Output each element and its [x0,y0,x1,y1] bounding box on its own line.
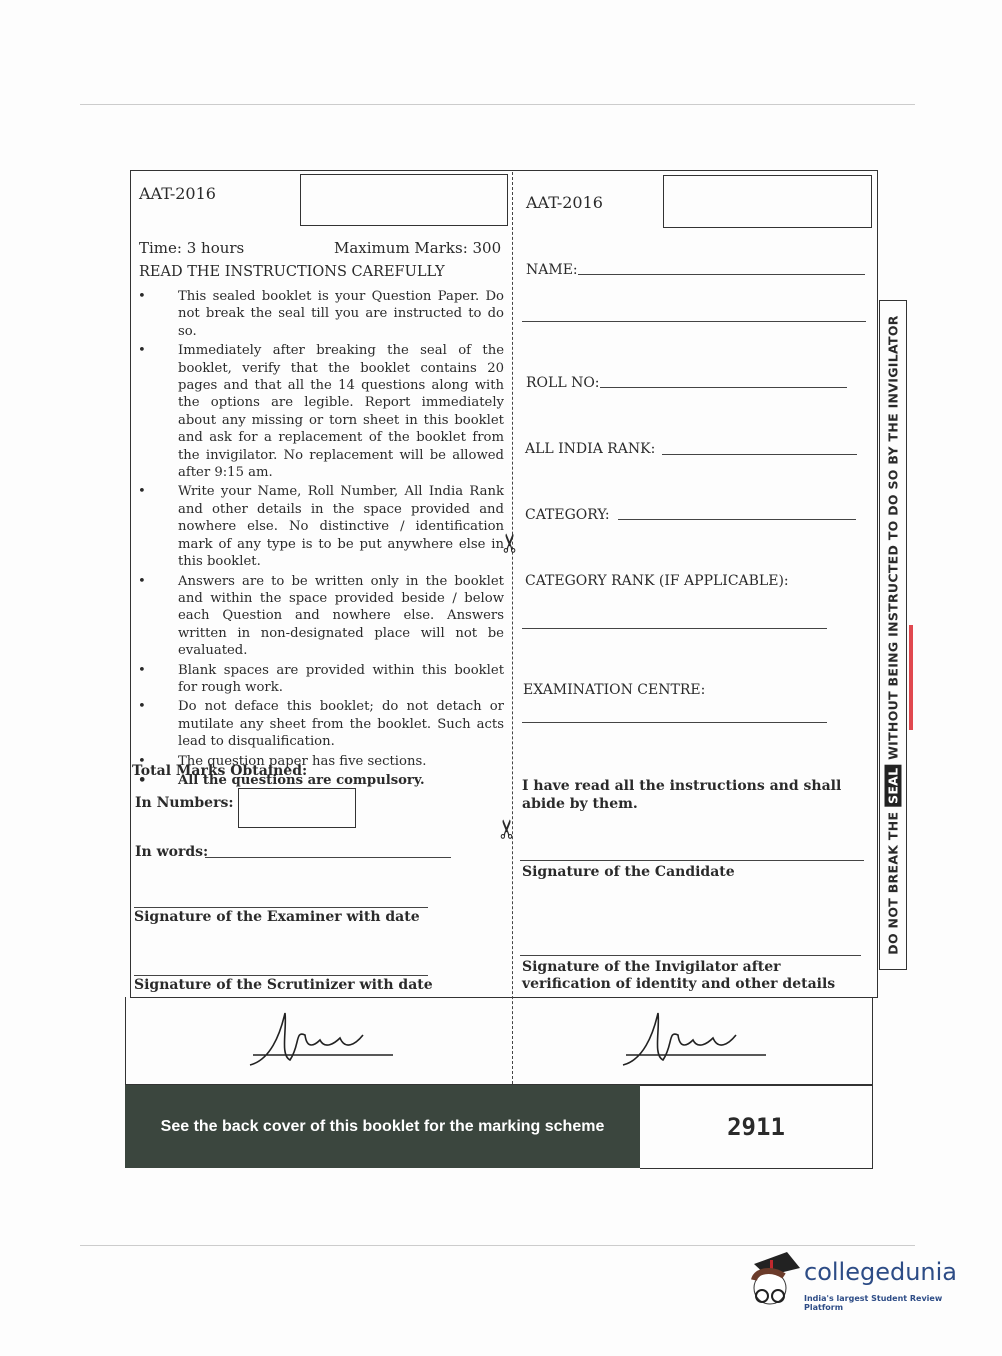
centre-field[interactable] [522,722,827,723]
instructions-heading: READ THE INSTRUCTIONS CAREFULLY [139,264,445,280]
instruction: • Write your Name, Roll Number, All India Rank and other details in the space provided and nowhere else. No distinctive / identification mark of any type is to be put anywhere else in this booklet. [134,483,504,570]
red-seal-mark [909,625,913,730]
declaration: I have read all the instructions and shall abide by them. [522,778,842,812]
seal-text: WITHOUT BEING INSTRUCTED TO DO SO BY THE INVIGILATOR [885,315,901,760]
time: Time: 3 hours [139,239,245,257]
candidate-signature-label: Signature of the Candidate [522,864,735,880]
category-rank-field[interactable] [522,628,827,629]
in-words-label: In words: [135,844,209,860]
instruction: • The question paper has five sections. [134,753,504,770]
scrutinizer-sign-line[interactable] [134,975,428,976]
seal-strip [879,300,907,970]
roll-field[interactable] [600,387,847,388]
instruction: • All the questions are compulsory. [134,772,504,789]
invigilator-sign-line[interactable] [520,955,861,956]
instruction: • Immediately after breaking the seal of the booklet, verify that the booklet contains 20 pages and that all the 14 questions along with the options are legible. Report immediately about any missing or torn sheet in this booklet and ask for a replacement of the booklet from the invigilator. No replacement will be allowed after 9:15 am. [134,342,504,481]
divider [80,104,915,105]
category-field[interactable] [618,519,856,520]
total-marks-label: Total Marks Obtained: [132,763,308,779]
scissors-icon: ✂ [495,532,526,554]
seal-text: DO NOT BREAK THE [885,811,901,955]
instruction: • Do not deface this booklet; do not detach or mutilate any sheet from the booklet. Such acts lead to disqualification. [134,698,504,750]
code-box [300,174,508,226]
name-label: NAME: [526,262,578,278]
name-field[interactable] [578,274,865,275]
rank-field[interactable] [662,454,857,455]
scissors-icon: ✂ [492,818,523,840]
booklet-number: 2911 [640,1085,873,1169]
logo-name: collegedunia [804,1258,958,1286]
candidate-sign-line[interactable] [520,860,864,861]
marking-scheme-note: See the back cover of this booklet for the marking scheme [125,1085,640,1168]
instruction: • Answers are to be written only in the booklet and within the space provided beside / below each Question and nowhere else. Answers written in non-designated place will not be evaluated. [134,573,504,660]
invigilator-signature-label: Signature of the Invigilator after verification of identity and other details [522,959,836,992]
code-box-right [663,175,872,228]
category-label: CATEGORY: [525,507,610,523]
instruction: • This sealed booklet is your Question Paper. Do not break the seal till you are instructed to do so. [134,288,504,340]
paper-code-right: AAT-2016 [526,193,603,212]
divider [80,1245,915,1246]
collegedunia-logo [742,1250,972,1320]
rank-label: ALL INDIA RANK: [525,441,656,457]
max-marks: Maximum Marks: 300 [334,239,502,257]
examiner-signature-label: Signature of the Examiner with date [134,909,420,925]
centre-label: EXAMINATION CENTRE: [523,682,706,698]
roll-label: ROLL NO: [526,375,600,391]
in-words-line[interactable] [205,857,451,858]
signature-image [618,1005,768,1070]
in-numbers-label: In Numbers: [135,795,234,811]
paper-code: AAT-2016 [139,184,216,203]
seal-highlight: SEAL [885,765,902,807]
logo-tagline: India's largest Student Review Platform [804,1294,943,1312]
category-rank-label: CATEGORY RANK (IF APPLICABLE): [525,573,789,589]
name-field-line2[interactable] [522,321,866,322]
instruction: • Blank spaces are provided within this booklet for rough work. [134,662,504,697]
mascot-icon [742,1250,802,1314]
scrutinizer-signature-label: Signature of the Scrutinizer with date [134,977,433,993]
cut-line [512,172,513,1084]
marks-number-box[interactable] [238,788,356,828]
instructions-list [134,288,504,791]
examiner-sign-line[interactable] [134,907,428,908]
signature-image [245,1005,395,1070]
